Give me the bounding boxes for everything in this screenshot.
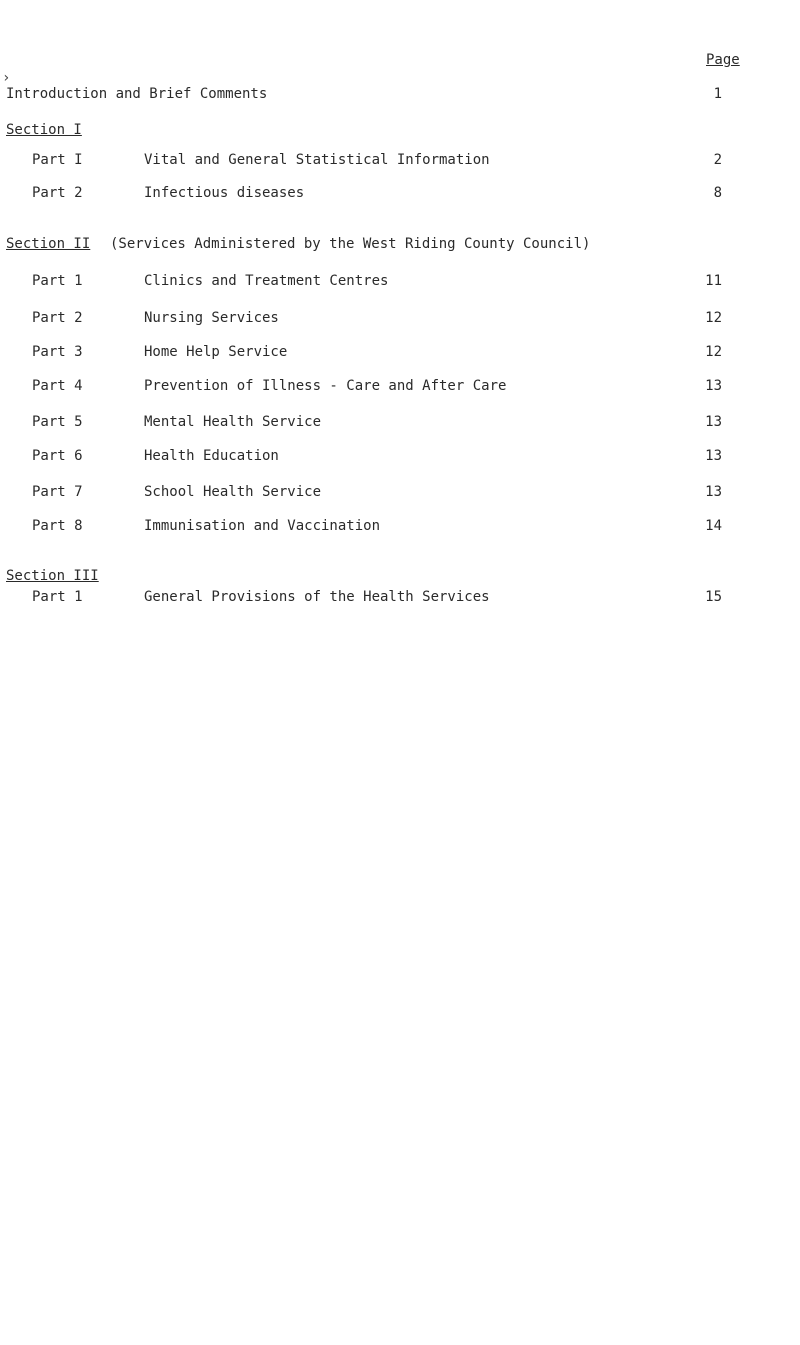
part-label: Part 6 [32, 448, 83, 464]
part-label: Part 2 [32, 185, 83, 201]
part-page: 14 [705, 518, 722, 534]
section-1-heading: Section I [6, 122, 82, 138]
part-title: Mental Health Service [144, 414, 322, 430]
part-page: 8 [713, 185, 722, 201]
part-title: Infectious diseases [144, 185, 305, 201]
part-label: Part 5 [32, 414, 83, 430]
intro-page: 1 [713, 86, 722, 102]
part-title: General Provisions of the Health Services [144, 589, 490, 605]
part-label: Part 1 [32, 589, 83, 605]
part-title: Clinics and Treatment Centres [144, 273, 389, 289]
part-page: 13 [705, 378, 722, 394]
part-label: Part I [32, 152, 83, 168]
part-label: Part 2 [32, 310, 83, 326]
part-page: 12 [705, 310, 722, 326]
part-title: Home Help Service [144, 344, 288, 360]
part-label: Part 8 [32, 518, 83, 534]
part-page: 11 [705, 273, 722, 289]
section-2-subtitle: (Services Administered by the West Riding County Council) [110, 236, 591, 252]
section-2-heading: Section II [6, 236, 91, 252]
part-title: Prevention of Illness - Care and After Care [144, 378, 507, 394]
part-label: Part 3 [32, 344, 83, 360]
part-title: Vital and General Statistical Information [144, 152, 490, 168]
part-title: Health Education [144, 448, 279, 464]
part-title: Immunisation and Vaccination [144, 518, 381, 534]
part-page: 13 [705, 448, 722, 464]
part-page: 12 [705, 344, 722, 360]
part-label: Part 7 [32, 484, 83, 500]
part-title: School Health Service [144, 484, 322, 500]
part-page: 2 [713, 152, 722, 168]
page-column-header: Page [706, 52, 740, 68]
part-label: Part 4 [32, 378, 83, 394]
intro-label: Introduction and Brief Comments [6, 86, 268, 102]
part-title: Nursing Services [144, 310, 279, 326]
scan-mark: › [2, 70, 11, 86]
part-page: 13 [705, 414, 722, 430]
part-label: Part 1 [32, 273, 83, 289]
part-page: 15 [705, 589, 722, 605]
part-page: 13 [705, 484, 722, 500]
section-3-heading: Section III [6, 568, 99, 584]
